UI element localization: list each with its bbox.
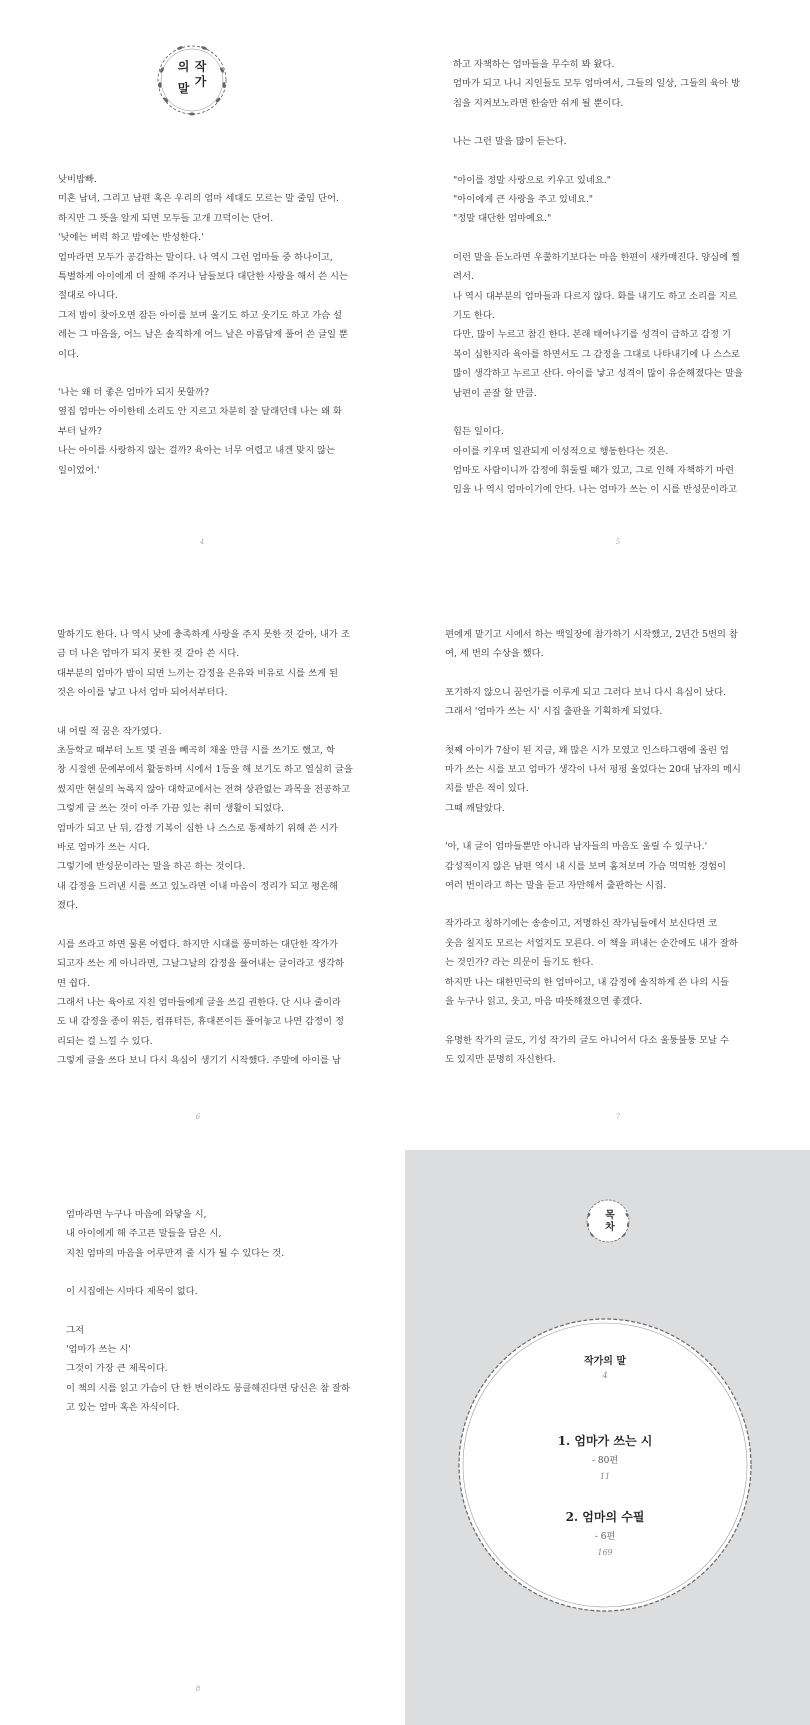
text-line: 그것이 가장 큰 제목이다. <box>66 1363 168 1375</box>
page-number: 4 <box>199 538 205 546</box>
toc-entry-page: 4 <box>602 1371 608 1380</box>
text-line: 첫째 아이가 7살이 된 지금, 꽤 많은 시가 모였고 인스타그램에 올린 엄 <box>445 744 729 756</box>
text-line: 시를 쓰라고 하면 물론 어렵다. 하지만 시대를 풍미하는 대단한 작가가 <box>57 938 339 950</box>
toc-entry-page: 11 <box>599 1472 611 1481</box>
paragraph-gap <box>66 1302 356 1321</box>
text-line: 웃음 칠지도 모르는 서얼지도 모른다. 이 책을 펴내는 순간에도 내가 잘하 <box>445 937 738 949</box>
paragraph-gap <box>57 703 351 722</box>
text-line: 편에게 맡기고 시에서 하는 백일장에 참가하기 시작했고, 2년간 5번의 참 <box>445 629 738 640</box>
paragraph-gap <box>453 229 753 248</box>
text-line: 옆집 엄마는 아이한테 소리도 안 지르고 차분히 잘 달래던데 나는 왜 화 <box>58 406 342 418</box>
section-title: 작가의 말 <box>176 60 207 98</box>
text-line: "정말 대단한 엄마예요." <box>453 213 552 225</box>
text-line: 여, 세 번의 수상을 했다. <box>445 648 544 660</box>
text-line: 졌다. <box>57 900 78 912</box>
toc-circle <box>455 1315 755 1615</box>
page-5 <box>405 0 810 575</box>
wreath-ornament <box>152 40 232 120</box>
text-line: 나는 아이를 사랑하지 않는 걸까? 육아는 너무 어렵고 내겐 맞지 않는 <box>58 445 336 457</box>
text-line: "아이에게 큰 사랑을 주고 있네요." <box>453 194 594 206</box>
paragraph-gap <box>58 364 348 383</box>
text-line: 미혼 남녀, 그리고 남편 혹은 우리의 엄마 세대도 모르는 말 줄임 단어. <box>58 193 339 205</box>
toc-list <box>455 1315 755 1615</box>
toc-entry-title[interactable]: 작가의 말 <box>583 1356 627 1367</box>
text-line: 그렇기에 반성문이라는 말을 하곤 하는 것이다. <box>57 861 246 873</box>
paragraph-gap <box>445 1012 751 1031</box>
text-line: 유명한 작가의 글도, 기성 작가의 글도 아니어서 다소 울퉁불퉁 모날 수 <box>445 1034 729 1046</box>
text-line: '낮에는 버럭 하고 밤에는 반성한다.' <box>58 232 204 244</box>
text-line: 되고자 쓰는 게 아니라면, 그날그날의 감정을 풀어내는 글이라고 생각하 <box>57 958 345 970</box>
page-number: 6 <box>195 1113 201 1121</box>
text-line: 리되는 걸 느낄 수 있다. <box>57 1035 153 1047</box>
text-line: 말하기도 한다. 나 역시 낮에 충족하게 사랑을 주지 못한 것 같아, 내가 조 <box>57 629 350 640</box>
text-line: 임을 나 역시 엄마이기에 안다. 나는 엄마가 쓰는 이 시를 반성문이라고 <box>453 484 737 496</box>
page-number: 8 <box>195 1685 201 1693</box>
toc-entry-subtitle: - 80편 <box>591 1456 619 1466</box>
text-line: 대부분의 엄마가 밤이 되면 느끼는 감정을 은유와 비유로 시를 쓰게 된 <box>57 667 339 679</box>
body-text <box>57 625 351 1071</box>
toc-title: 목차 <box>602 1209 614 1233</box>
text-line: 힘든 일이다. <box>453 426 504 438</box>
text-line: 지를 받은 적이 있다. <box>445 783 529 795</box>
body-text <box>453 55 753 500</box>
paragraph-gap <box>453 152 753 171</box>
text-line: 복이 심한지라 육아를 하면서도 그 감정을 그대로 나타내기에 나 스스로 <box>453 348 741 360</box>
text-line: 나는 그런 말을 많이 듣는다. <box>453 136 567 148</box>
text-line: 엄마라면 누구나 마음에 와닿을 시, <box>66 1209 207 1220</box>
paragraph-gap <box>57 916 351 935</box>
text-line: 초등학교 때부터 노트 몇 권을 빼곡히 채울 만큼 시를 쓰기도 했고, 학 <box>57 745 335 757</box>
text-line: 하지만 나는 대한민국의 한 엄마이고, 내 감정에 솔직하게 쓴 나의 시들 <box>445 976 729 988</box>
text-line: 낮비밤빠. <box>58 174 97 185</box>
text-line: 엄마도 사람이니까 감정에 휘둘릴 때가 있고, 그로 인해 자책하기 마련 <box>453 464 735 476</box>
text-line: 그때 깨달았다. <box>445 802 505 814</box>
text-line: 금 더 나은 엄마가 되지 못한 것 같아 쓴 시다. <box>57 648 240 660</box>
text-line: 창 시절엔 문예부에서 활동하며 시에서 1등을 해 보기도 하고 열심히 글을 <box>57 764 353 776</box>
toc-entry-title[interactable]: 2. 엄마의 수필 <box>565 1510 645 1524</box>
page-7 <box>405 575 810 1150</box>
text-line: 는 것인가? 라는 의문이 들기도 한다. <box>445 957 594 969</box>
text-line: 일이었어.' <box>58 464 100 476</box>
text-line: 마가 쓰는 시를 보고 엄마가 생각이 나서 펑펑 울었다는 20대 남자의 메시 <box>445 764 741 776</box>
text-line: 면 쉽다. <box>57 977 90 989</box>
text-line: 도 내 감정을 종이 위든, 컴퓨터든, 휴대폰이든 풀어놓고 나면 감정이 정 <box>57 1016 344 1028</box>
paragraph-gap <box>453 403 753 422</box>
text-line: '엄마가 쓰는 시' <box>66 1344 131 1356</box>
text-line: 바로 엄마가 쓰는 시다. <box>57 842 150 854</box>
text-line: 엄마가 되고 난 뒤, 감정 기복이 심한 나 스스로 통제하기 위해 쓴 시가 <box>57 822 338 834</box>
text-line: 다만, 많이 누르고 참긴 한다. 본래 태어나기를 성격이 급하고 감정 기 <box>453 329 731 341</box>
text-line: 포기하지 않으니 꿈언가를 이루게 되고 그러다 보니 다시 욕심이 났다. <box>445 686 727 698</box>
page-6 <box>0 575 405 1150</box>
text-line: 내 아이에게 해 주고픈 말들을 담은 시, <box>66 1228 222 1240</box>
text-line: 하지만 그 뜻을 알게 되면 모두들 고개 끄덕이는 단어. <box>58 212 274 224</box>
toc-entry-title[interactable]: 1. 엄마가 쓰는 시 <box>557 1434 653 1448</box>
text-line: 기도 한다. <box>453 310 495 322</box>
text-line: 이 시집에는 시마다 제목이 없다. <box>66 1286 198 1298</box>
text-line: 을 누구나 읽고, 웃고, 마음 따뜻해졌으면 좋겠다. <box>445 996 643 1008</box>
toc-entry-subtitle: - 6편 <box>594 1532 616 1542</box>
text-line: 감성적이지 않은 남편 역시 내 시를 보며 훔쳐보며 가슴 먹먹한 경험이 <box>445 860 727 872</box>
paragraph-gap <box>445 818 751 837</box>
text-line: '아, 내 글이 엄마들뿐만 아니라 남자들의 마음도 울릴 수 있구나.' <box>445 841 708 853</box>
text-line: 레는 그 마음을, 어느 날은 솔직하게 어느 날은 아름답게 풀어 쓴 글일 뿐 <box>58 329 348 341</box>
text-line: 하고 자책하는 엄마들을 무수히 봐 왔다. <box>453 59 615 70</box>
text-line: 그렇게 글을 쓰다 보니 다시 욕심이 생기기 시작했다. 주말에 아이를 남 <box>57 1055 341 1067</box>
text-line: 내 어릴 적 꿈은 작가였다. <box>57 725 162 737</box>
text-line: 지친 엄마의 마음을 어루만져 줄 시가 될 수 있다는 것. <box>66 1247 285 1259</box>
text-line: "아이를 정말 사랑으로 키우고 있네요." <box>453 174 612 186</box>
text-line: 도 있지만 분명히 자신한다. <box>445 1053 556 1065</box>
wreath-ornament <box>583 1195 633 1247</box>
text-line: 엄마가 되고 나니 지인들도 모두 엄마여서, 그들의 일상, 그들의 육아 방 <box>453 78 740 90</box>
text-line: 고 있는 엄마 혹은 자식이다. <box>66 1402 180 1414</box>
text-line: 려서. <box>453 271 474 283</box>
page-number: 7 <box>615 1113 621 1121</box>
text-line: 그렇게 글 쓰는 것이 아주 가끔 있는 취미 생활이 되었다. <box>57 803 285 815</box>
text-line: 여러 번이라고 하는 말을 듣고 자만해서 출판하는 시집. <box>445 880 667 892</box>
text-line: 이런 말을 듣노라면 우쭐하기보다는 마음 한편이 새카매진다. 양심에 찔 <box>453 251 741 263</box>
paragraph-gap <box>445 722 751 741</box>
text-line: 작가라고 칭하기에는 송송이고, 저명하신 작가님들에서 보신다면 코 <box>445 918 718 930</box>
page-number: 5 <box>615 538 621 546</box>
paragraph-gap <box>66 1263 356 1282</box>
text-line: '나는 왜 더 좋은 엄마가 되지 못할까? <box>58 387 210 399</box>
body-text <box>66 1205 356 1418</box>
text-line: 그래서 '엄마가 쓰는 시' 시집 출판을 기획하게 되었다. <box>445 706 663 718</box>
toc-entry-page: 169 <box>597 1548 613 1557</box>
text-line: 많이 생각하고 누르고 산다. 아이를 낳고 성격이 많이 유순해졌다는 말을 <box>453 368 743 380</box>
text-line: 이 책의 시를 읽고 가슴이 단 한 번이라도 뭉클해진다면 당신은 참 잘하 <box>66 1382 350 1394</box>
page-8 <box>0 1150 405 1725</box>
text-line: 썼지만 현실의 녹록지 않아 대학교에서는 전혀 상관없는 과목을 전공하고 <box>57 783 351 795</box>
text-line: 절대로 아니다. <box>58 290 118 302</box>
text-line: 엄마라면 모두가 공감하는 말이다. 나 역시 그런 엄마들 중 하나이고, <box>58 251 333 263</box>
paragraph-gap <box>445 895 751 914</box>
text-line: 아이를 키우며 일관되게 이성적으로 행동한다는 것은. <box>453 445 669 457</box>
body-text <box>58 170 348 480</box>
text-line: 것은 아이를 낳고 나서 엄마 되어서부터다. <box>57 687 228 699</box>
text-line: 남편이 곧잘 할 만큼. <box>453 387 537 399</box>
text-line: 나 역시 대부분의 엄마들과 다르지 않다. 화를 내기도 하고 소리를 지르 <box>453 290 737 302</box>
text-line: 침을 지켜보노라면 한숨만 쉬게 될 뿐이다. <box>453 97 624 109</box>
paragraph-gap <box>453 113 753 132</box>
text-line: 이다. <box>58 348 79 360</box>
body-text <box>445 625 751 1069</box>
text-line: 부터 날까? <box>58 425 102 437</box>
table-of-contents-page <box>405 1150 810 1725</box>
text-line: 그래서 나는 육아로 지친 엄마들에게 글을 쓰길 권한다. 단 시나 줄이라 <box>57 996 341 1008</box>
text-line: 그저 <box>66 1324 84 1336</box>
text-line: 내 감정을 드러낸 시를 쓰고 있노라면 이내 마음이 정리가 되고 평온해 <box>57 880 339 892</box>
paragraph-gap <box>445 664 751 683</box>
text-line: 그저 밤이 찾아오면 잠든 아이를 보며 울기도 하고 웃기도 하고 가슴 설 <box>58 309 342 321</box>
text-line: 특별하게 아이에게 더 잘해 주거나 남들보다 대단한 사랑을 해서 쓴 시는 <box>58 271 348 283</box>
page-4 <box>0 0 405 575</box>
